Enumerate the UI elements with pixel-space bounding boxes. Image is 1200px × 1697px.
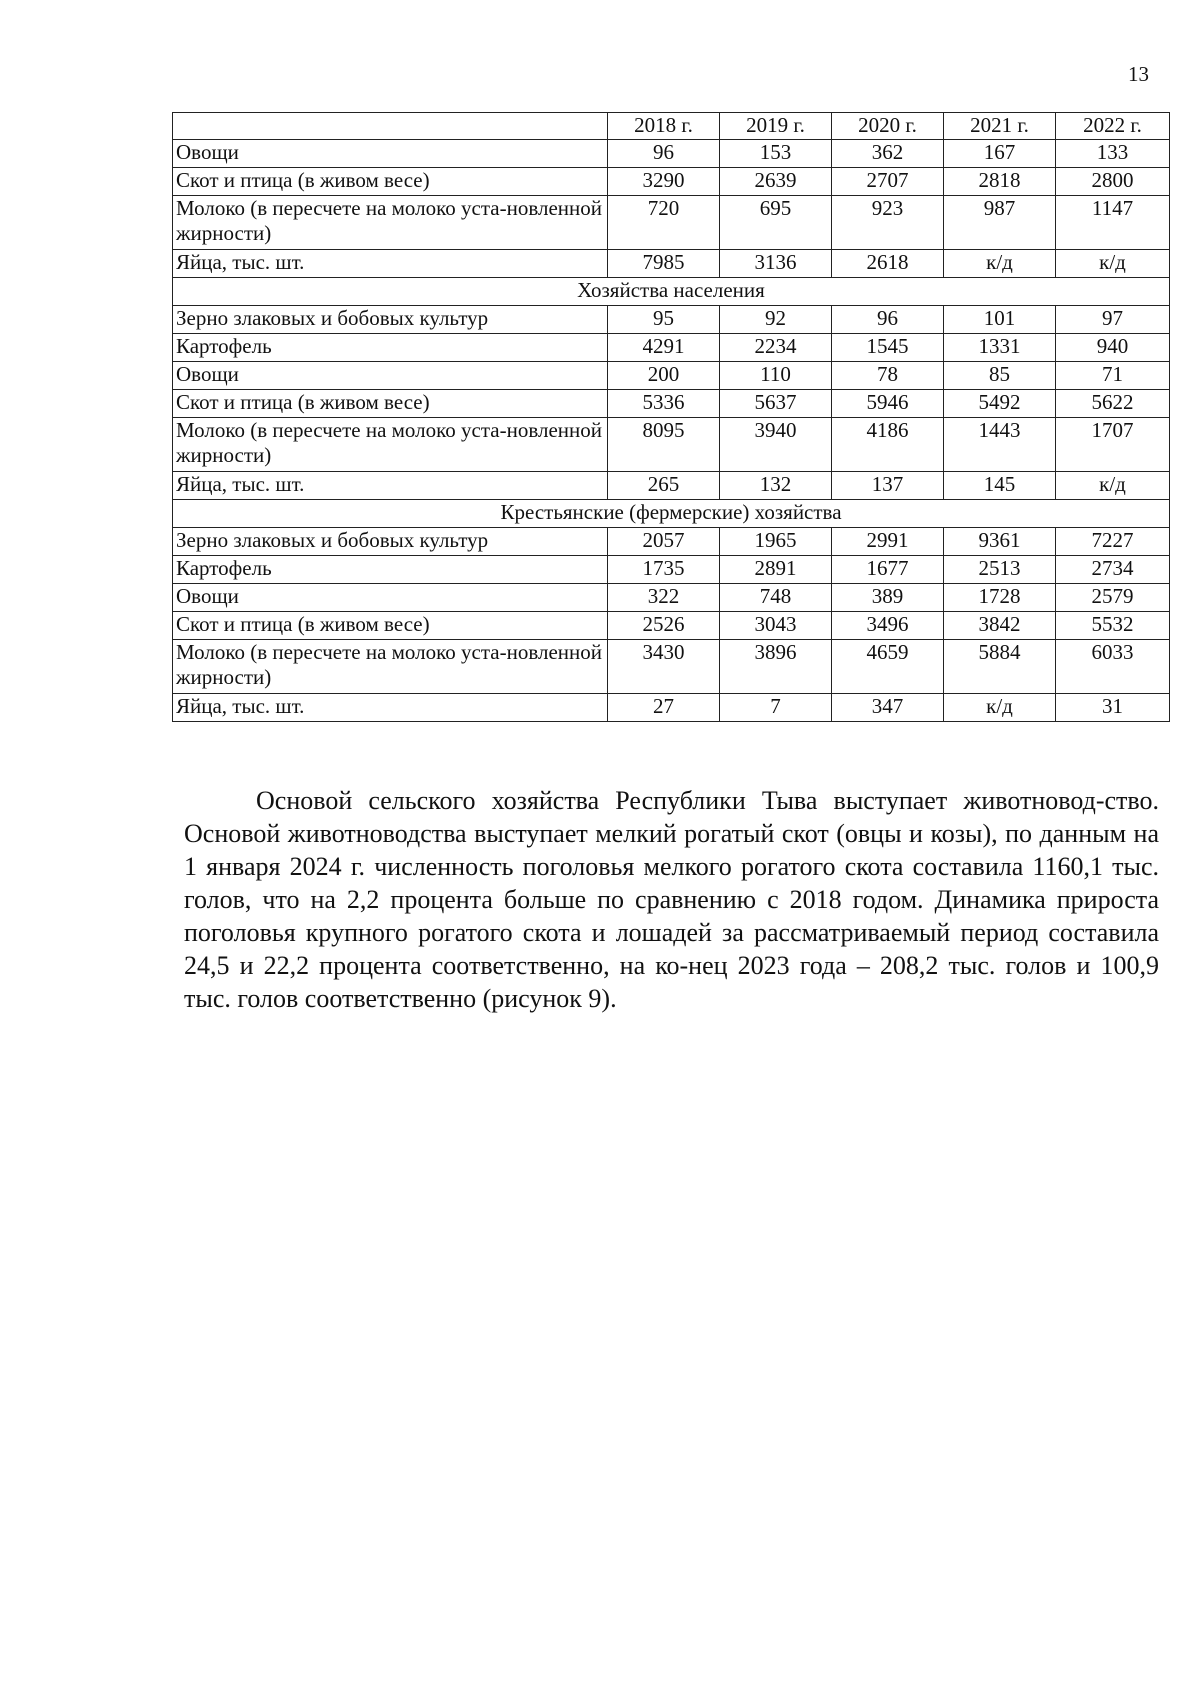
value-cell: 3940 xyxy=(720,418,832,472)
value-cell: 71 xyxy=(1056,362,1170,390)
value-cell: 137 xyxy=(832,472,944,500)
value-cell: к/д xyxy=(944,694,1056,722)
value-cell: 5532 xyxy=(1056,612,1170,640)
table-row xyxy=(173,640,1170,694)
value-cell: 97 xyxy=(1056,306,1170,334)
value-cell: 78 xyxy=(832,362,944,390)
value-cell: 1677 xyxy=(832,556,944,584)
value-cell: 2234 xyxy=(720,334,832,362)
header-cell-2019: 2019 г. xyxy=(720,113,832,140)
value-cell: 2800 xyxy=(1056,168,1170,196)
value-cell: 3496 xyxy=(832,612,944,640)
row-label-cell: Молоко (в пересчете на молоко уста-новленной жирности) xyxy=(173,196,608,250)
value-cell: 2734 xyxy=(1056,556,1170,584)
section-header-row xyxy=(173,500,1170,528)
value-cell: 2818 xyxy=(944,168,1056,196)
row-label-cell: Скот и птица (в живом весе) xyxy=(173,390,608,418)
value-cell: к/д xyxy=(944,250,1056,278)
value-cell: 3842 xyxy=(944,612,1056,640)
value-cell: 1545 xyxy=(832,334,944,362)
value-cell: 1443 xyxy=(944,418,1056,472)
value-cell: 987 xyxy=(944,196,1056,250)
section-title-households: Хозяйства населения xyxy=(173,278,1170,306)
table-row xyxy=(173,584,1170,612)
value-cell: 96 xyxy=(608,140,720,168)
value-cell: 347 xyxy=(832,694,944,722)
value-cell: 1331 xyxy=(944,334,1056,362)
value-cell: 95 xyxy=(608,306,720,334)
table-row xyxy=(173,250,1170,278)
header-cell-2018: 2018 г. xyxy=(608,113,720,140)
body-paragraph: Основой сельского хозяйства Республики Тыва выступает животновод-ство. Основой животноводства выступает мелкий рогатый скот (овцы и козы), по данным на 1 января 2024 г. численность поголовья мелкого рогатого скота составила 1160,1 тыс. голов, что на 2,2 процента больше по сравнению с 2018 годом. Динамика прироста поголовья крупного рогатого скота и лошадей за рассматриваемый период составила 24,5 и 22,2 процента соответственно, на ко-нец 2023 года – 208,2 тыс. голов и 100,9 тыс. голов соответственно (рисунок 9). xyxy=(184,786,1159,1013)
section-title-farms: Крестьянские (фермерские) хозяйства xyxy=(173,500,1170,528)
value-cell: 5946 xyxy=(832,390,944,418)
value-cell: 153 xyxy=(720,140,832,168)
value-cell: 2526 xyxy=(608,612,720,640)
row-label-cell: Овощи xyxy=(173,362,608,390)
value-cell: 4659 xyxy=(832,640,944,694)
value-cell: 85 xyxy=(944,362,1056,390)
row-label-cell: Молоко (в пересчете на молоко уста-новленной жирности) xyxy=(173,640,608,694)
value-cell: 5336 xyxy=(608,390,720,418)
value-cell: 3430 xyxy=(608,640,720,694)
value-cell: 4186 xyxy=(832,418,944,472)
value-cell: 110 xyxy=(720,362,832,390)
value-cell: 362 xyxy=(832,140,944,168)
agriculture-table xyxy=(172,112,1170,722)
row-label-cell: Молоко (в пересчете на молоко уста-новленной жирности) xyxy=(173,418,608,472)
value-cell: 4291 xyxy=(608,334,720,362)
value-cell: 92 xyxy=(720,306,832,334)
value-cell: 923 xyxy=(832,196,944,250)
value-cell: 695 xyxy=(720,196,832,250)
value-cell: 5492 xyxy=(944,390,1056,418)
value-cell: к/д xyxy=(1056,472,1170,500)
value-cell: 389 xyxy=(832,584,944,612)
value-cell: 8095 xyxy=(608,418,720,472)
value-cell: 101 xyxy=(944,306,1056,334)
value-cell: 1965 xyxy=(720,528,832,556)
value-cell: 2991 xyxy=(832,528,944,556)
value-cell: 1728 xyxy=(944,584,1056,612)
row-label-cell: Овощи xyxy=(173,140,608,168)
value-cell: 5637 xyxy=(720,390,832,418)
value-cell: 132 xyxy=(720,472,832,500)
value-cell: 2618 xyxy=(832,250,944,278)
value-cell: 133 xyxy=(1056,140,1170,168)
table-row xyxy=(173,390,1170,418)
table-row xyxy=(173,556,1170,584)
value-cell: 322 xyxy=(608,584,720,612)
value-cell: 96 xyxy=(832,306,944,334)
value-cell: 9361 xyxy=(944,528,1056,556)
table-row xyxy=(173,418,1170,472)
row-label-cell: Скот и птица (в живом весе) xyxy=(173,168,608,196)
value-cell: 3896 xyxy=(720,640,832,694)
value-cell: 1707 xyxy=(1056,418,1170,472)
value-cell: 2639 xyxy=(720,168,832,196)
table-row xyxy=(173,168,1170,196)
section-header-row xyxy=(173,278,1170,306)
row-label-cell: Яйца, тыс. шт. xyxy=(173,694,608,722)
value-cell: 200 xyxy=(608,362,720,390)
value-cell: к/д xyxy=(1056,250,1170,278)
table-row xyxy=(173,612,1170,640)
row-label-cell: Картофель xyxy=(173,556,608,584)
value-cell: 1147 xyxy=(1056,196,1170,250)
value-cell: 2513 xyxy=(944,556,1056,584)
table-header-row xyxy=(173,113,1170,140)
row-label-cell: Картофель xyxy=(173,334,608,362)
value-cell: 6033 xyxy=(1056,640,1170,694)
row-label-cell: Зерно злаковых и бобовых культур xyxy=(173,306,608,334)
value-cell: 720 xyxy=(608,196,720,250)
value-cell: 265 xyxy=(608,472,720,500)
row-label-cell: Яйца, тыс. шт. xyxy=(173,472,608,500)
header-cell-2021: 2021 г. xyxy=(944,113,1056,140)
table-row xyxy=(173,334,1170,362)
row-label-cell: Зерно злаковых и бобовых культур xyxy=(173,528,608,556)
value-cell: 5622 xyxy=(1056,390,1170,418)
header-cell-2020: 2020 г. xyxy=(832,113,944,140)
table-row xyxy=(173,306,1170,334)
header-cell-empty xyxy=(173,113,608,140)
value-cell: 167 xyxy=(944,140,1056,168)
value-cell: 940 xyxy=(1056,334,1170,362)
value-cell: 3043 xyxy=(720,612,832,640)
value-cell: 2057 xyxy=(608,528,720,556)
value-cell: 7985 xyxy=(608,250,720,278)
value-cell: 1735 xyxy=(608,556,720,584)
row-label-cell: Скот и птица (в живом весе) xyxy=(173,612,608,640)
table-row xyxy=(173,528,1170,556)
header-cell-2022: 2022 г. xyxy=(1056,113,1170,140)
table-row xyxy=(173,694,1170,722)
value-cell: 2891 xyxy=(720,556,832,584)
value-cell: 27 xyxy=(608,694,720,722)
table-row xyxy=(173,196,1170,250)
table-row xyxy=(173,362,1170,390)
value-cell: 2579 xyxy=(1056,584,1170,612)
value-cell: 3290 xyxy=(608,168,720,196)
value-cell: 5884 xyxy=(944,640,1056,694)
row-label-cell: Овощи xyxy=(173,584,608,612)
table-row xyxy=(173,472,1170,500)
value-cell: 7227 xyxy=(1056,528,1170,556)
page-number: 13 xyxy=(1128,62,1149,86)
value-cell: 31 xyxy=(1056,694,1170,722)
value-cell: 3136 xyxy=(720,250,832,278)
value-cell: 2707 xyxy=(832,168,944,196)
row-label-cell: Яйца, тыс. шт. xyxy=(173,250,608,278)
value-cell: 748 xyxy=(720,584,832,612)
value-cell: 145 xyxy=(944,472,1056,500)
value-cell: 7 xyxy=(720,694,832,722)
table-row xyxy=(173,140,1170,168)
